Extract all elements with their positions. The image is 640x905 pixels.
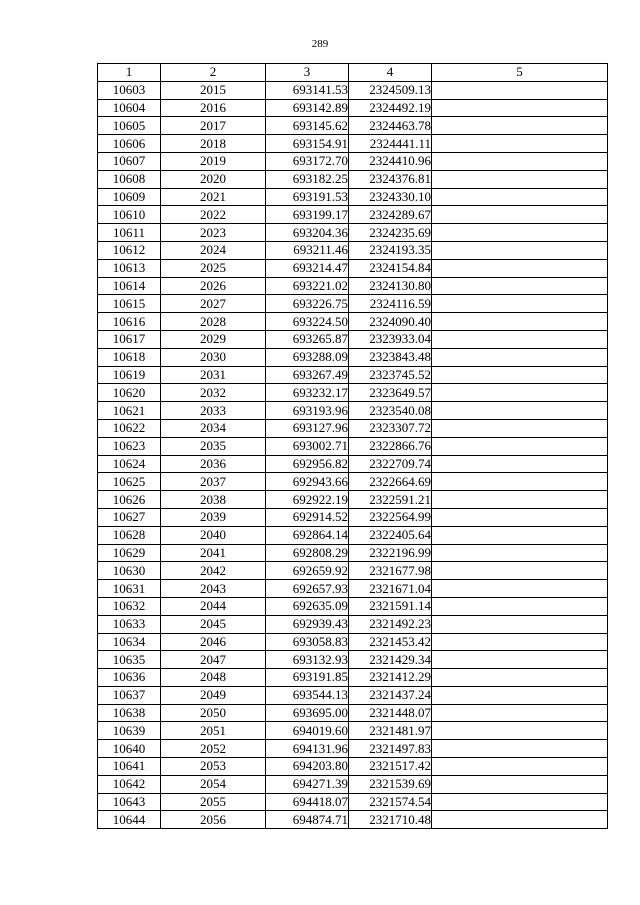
point-number-cell: 10635 (98, 651, 161, 669)
column-header-2: 2 (161, 64, 266, 82)
x-coordinate-cell: 693191.53 (266, 188, 349, 206)
sequence-cell: 2041 (161, 544, 266, 562)
table-row (98, 99, 608, 117)
point-number-cell: 10637 (98, 686, 161, 704)
sequence-cell: 2024 (161, 241, 266, 259)
y-coordinate-cell: 2324130.80 (349, 277, 432, 295)
y-coordinate-cell: 2324492.19 (349, 99, 432, 117)
sequence-cell: 2029 (161, 330, 266, 348)
point-number-cell: 10627 (98, 508, 161, 526)
table-row (98, 206, 608, 224)
table-row (98, 722, 608, 740)
note-cell (432, 562, 608, 580)
table-row (98, 793, 608, 811)
table-row (98, 686, 608, 704)
point-number-cell: 10641 (98, 758, 161, 776)
note-cell (432, 544, 608, 562)
x-coordinate-cell: 693211.46 (266, 241, 349, 259)
y-coordinate-cell: 2321517.42 (349, 758, 432, 776)
sequence-cell: 2050 (161, 704, 266, 722)
table-row (98, 313, 608, 331)
y-coordinate-cell: 2324376.81 (349, 170, 432, 188)
sequence-cell: 2034 (161, 419, 266, 437)
y-coordinate-cell: 2321710.48 (349, 811, 432, 829)
note-cell (432, 241, 608, 259)
x-coordinate-cell: 693172.70 (266, 152, 349, 170)
y-coordinate-cell: 2324116.59 (349, 295, 432, 313)
point-number-cell: 10608 (98, 170, 161, 188)
x-coordinate-cell: 692939.43 (266, 615, 349, 633)
x-coordinate-cell: 693288.09 (266, 348, 349, 366)
sequence-cell: 2037 (161, 473, 266, 491)
note-cell (432, 508, 608, 526)
sequence-cell: 2047 (161, 651, 266, 669)
sequence-cell: 2032 (161, 384, 266, 402)
y-coordinate-cell: 2321481.97 (349, 722, 432, 740)
table-row (98, 758, 608, 776)
sequence-cell: 2036 (161, 455, 266, 473)
x-coordinate-cell: 693002.71 (266, 437, 349, 455)
table-row (98, 633, 608, 651)
table-row (98, 651, 608, 669)
table-row (98, 437, 608, 455)
point-number-cell: 10615 (98, 295, 161, 313)
point-number-cell: 10621 (98, 402, 161, 420)
y-coordinate-cell: 2321453.42 (349, 633, 432, 651)
x-coordinate-cell: 693226.75 (266, 295, 349, 313)
point-number-cell: 10603 (98, 81, 161, 99)
x-coordinate-cell: 692922.19 (266, 491, 349, 509)
point-number-cell: 10623 (98, 437, 161, 455)
x-coordinate-cell: 693127.96 (266, 419, 349, 437)
point-number-cell: 10634 (98, 633, 161, 651)
x-coordinate-cell: 693267.49 (266, 366, 349, 384)
point-number-cell: 10609 (98, 188, 161, 206)
note-cell (432, 633, 608, 651)
sequence-cell: 2049 (161, 686, 266, 704)
note-cell (432, 793, 608, 811)
note-cell (432, 366, 608, 384)
x-coordinate-cell: 693154.91 (266, 135, 349, 153)
note-cell (432, 686, 608, 704)
table-row (98, 740, 608, 758)
coordinates-table (97, 63, 608, 829)
note-cell (432, 740, 608, 758)
x-coordinate-cell: 693265.87 (266, 330, 349, 348)
y-coordinate-cell: 2322564.99 (349, 508, 432, 526)
page-number: 289 (311, 38, 329, 50)
point-number-cell: 10610 (98, 206, 161, 224)
note-cell (432, 473, 608, 491)
sequence-cell: 2019 (161, 152, 266, 170)
column-header-5: 5 (432, 64, 608, 82)
point-number-cell: 10618 (98, 348, 161, 366)
sequence-cell: 2020 (161, 170, 266, 188)
note-cell (432, 811, 608, 829)
table-row (98, 170, 608, 188)
table-row (98, 188, 608, 206)
note-cell (432, 330, 608, 348)
x-coordinate-cell: 692864.14 (266, 526, 349, 544)
y-coordinate-cell: 2321497.83 (349, 740, 432, 758)
y-coordinate-cell: 2322405.64 (349, 526, 432, 544)
point-number-cell: 10630 (98, 562, 161, 580)
y-coordinate-cell: 2324289.67 (349, 206, 432, 224)
x-coordinate-cell: 694418.07 (266, 793, 349, 811)
table-row (98, 241, 608, 259)
note-cell (432, 259, 608, 277)
y-coordinate-cell: 2324509.13 (349, 81, 432, 99)
note-cell (432, 526, 608, 544)
sequence-cell: 2038 (161, 491, 266, 509)
note-cell (432, 402, 608, 420)
sequence-cell: 2018 (161, 135, 266, 153)
sequence-cell: 2022 (161, 206, 266, 224)
note-cell (432, 615, 608, 633)
note-cell (432, 384, 608, 402)
point-number-cell: 10626 (98, 491, 161, 509)
point-number-cell: 10625 (98, 473, 161, 491)
point-number-cell: 10643 (98, 793, 161, 811)
note-cell (432, 117, 608, 135)
table-body (98, 81, 608, 828)
sequence-cell: 2030 (161, 348, 266, 366)
y-coordinate-cell: 2321448.07 (349, 704, 432, 722)
note-cell (432, 758, 608, 776)
sequence-cell: 2021 (161, 188, 266, 206)
sequence-cell: 2023 (161, 224, 266, 242)
x-coordinate-cell: 693193.96 (266, 402, 349, 420)
table-row (98, 455, 608, 473)
note-cell (432, 188, 608, 206)
x-coordinate-cell: 693145.62 (266, 117, 349, 135)
note-cell (432, 81, 608, 99)
note-cell (432, 224, 608, 242)
note-cell (432, 419, 608, 437)
sequence-cell: 2026 (161, 277, 266, 295)
x-coordinate-cell: 693142.89 (266, 99, 349, 117)
y-coordinate-cell: 2321591.14 (349, 597, 432, 615)
point-number-cell: 10638 (98, 704, 161, 722)
y-coordinate-cell: 2323307.72 (349, 419, 432, 437)
y-coordinate-cell: 2324090.40 (349, 313, 432, 331)
x-coordinate-cell: 693695.00 (266, 704, 349, 722)
point-number-cell: 10611 (98, 224, 161, 242)
table-row (98, 277, 608, 295)
note-cell (432, 491, 608, 509)
note-cell (432, 597, 608, 615)
point-number-cell: 10628 (98, 526, 161, 544)
y-coordinate-cell: 2321492.23 (349, 615, 432, 633)
sequence-cell: 2045 (161, 615, 266, 633)
note-cell (432, 704, 608, 722)
point-number-cell: 10606 (98, 135, 161, 153)
sequence-cell: 2031 (161, 366, 266, 384)
sequence-cell: 2051 (161, 722, 266, 740)
x-coordinate-cell: 693214.47 (266, 259, 349, 277)
table-row (98, 419, 608, 437)
table-row (98, 473, 608, 491)
sequence-cell: 2046 (161, 633, 266, 651)
note-cell (432, 437, 608, 455)
x-coordinate-cell: 692956.82 (266, 455, 349, 473)
sequence-cell: 2056 (161, 811, 266, 829)
note-cell (432, 348, 608, 366)
x-coordinate-cell: 692808.29 (266, 544, 349, 562)
x-coordinate-cell: 693224.50 (266, 313, 349, 331)
table-row (98, 348, 608, 366)
table-row (98, 259, 608, 277)
y-coordinate-cell: 2321437.24 (349, 686, 432, 704)
x-coordinate-cell: 694874.71 (266, 811, 349, 829)
table-row (98, 562, 608, 580)
table-row (98, 402, 608, 420)
x-coordinate-cell: 693232.17 (266, 384, 349, 402)
x-coordinate-cell: 693544.13 (266, 686, 349, 704)
table-row (98, 384, 608, 402)
note-cell (432, 669, 608, 687)
column-header-4: 4 (349, 64, 432, 82)
note-cell (432, 295, 608, 313)
point-number-cell: 10629 (98, 544, 161, 562)
x-coordinate-cell: 692635.09 (266, 597, 349, 615)
point-number-cell: 10636 (98, 669, 161, 687)
sequence-cell: 2052 (161, 740, 266, 758)
note-cell (432, 135, 608, 153)
table-row (98, 135, 608, 153)
table-row (98, 669, 608, 687)
note-cell (432, 651, 608, 669)
point-number-cell: 10616 (98, 313, 161, 331)
point-number-cell: 10633 (98, 615, 161, 633)
sequence-cell: 2048 (161, 669, 266, 687)
sequence-cell: 2040 (161, 526, 266, 544)
y-coordinate-cell: 2323649.57 (349, 384, 432, 402)
point-number-cell: 10632 (98, 597, 161, 615)
y-coordinate-cell: 2324410.96 (349, 152, 432, 170)
y-coordinate-cell: 2323843.48 (349, 348, 432, 366)
y-coordinate-cell: 2321412.29 (349, 669, 432, 687)
y-coordinate-cell: 2324463.78 (349, 117, 432, 135)
sequence-cell: 2025 (161, 259, 266, 277)
x-coordinate-cell: 693221.02 (266, 277, 349, 295)
sequence-cell: 2028 (161, 313, 266, 331)
y-coordinate-cell: 2322866.76 (349, 437, 432, 455)
table-row (98, 544, 608, 562)
table-row (98, 811, 608, 829)
point-number-cell: 10613 (98, 259, 161, 277)
column-header-3: 3 (266, 64, 349, 82)
y-coordinate-cell: 2324154.84 (349, 259, 432, 277)
x-coordinate-cell: 693182.25 (266, 170, 349, 188)
table-row (98, 224, 608, 242)
table-row (98, 366, 608, 384)
table-row (98, 330, 608, 348)
sequence-cell: 2039 (161, 508, 266, 526)
x-coordinate-cell: 693199.17 (266, 206, 349, 224)
x-coordinate-cell: 692659.92 (266, 562, 349, 580)
x-coordinate-cell: 694131.96 (266, 740, 349, 758)
point-number-cell: 10604 (98, 99, 161, 117)
y-coordinate-cell: 2322709.74 (349, 455, 432, 473)
sequence-cell: 2017 (161, 117, 266, 135)
point-number-cell: 10631 (98, 580, 161, 598)
sequence-cell: 2042 (161, 562, 266, 580)
y-coordinate-cell: 2321574.54 (349, 793, 432, 811)
note-cell (432, 580, 608, 598)
y-coordinate-cell: 2324193.35 (349, 241, 432, 259)
x-coordinate-cell: 693058.83 (266, 633, 349, 651)
table-row (98, 152, 608, 170)
sequence-cell: 2043 (161, 580, 266, 598)
point-number-cell: 10639 (98, 722, 161, 740)
x-coordinate-cell: 692914.52 (266, 508, 349, 526)
sequence-cell: 2055 (161, 793, 266, 811)
y-coordinate-cell: 2323933.04 (349, 330, 432, 348)
point-number-cell: 10619 (98, 366, 161, 384)
y-coordinate-cell: 2321677.98 (349, 562, 432, 580)
note-cell (432, 775, 608, 793)
note-cell (432, 206, 608, 224)
y-coordinate-cell: 2322664.69 (349, 473, 432, 491)
y-coordinate-cell: 2321671.04 (349, 580, 432, 598)
point-number-cell: 10614 (98, 277, 161, 295)
y-coordinate-cell: 2324330.10 (349, 188, 432, 206)
x-coordinate-cell: 694271.39 (266, 775, 349, 793)
table-row (98, 526, 608, 544)
x-coordinate-cell: 694203.80 (266, 758, 349, 776)
table-row (98, 775, 608, 793)
table-row (98, 508, 608, 526)
point-number-cell: 10644 (98, 811, 161, 829)
x-coordinate-cell: 693191.85 (266, 669, 349, 687)
point-number-cell: 10607 (98, 152, 161, 170)
sequence-cell: 2044 (161, 597, 266, 615)
note-cell (432, 277, 608, 295)
x-coordinate-cell: 693204.36 (266, 224, 349, 242)
y-coordinate-cell: 2323540.08 (349, 402, 432, 420)
y-coordinate-cell: 2323745.52 (349, 366, 432, 384)
note-cell (432, 722, 608, 740)
y-coordinate-cell: 2321539.69 (349, 775, 432, 793)
point-number-cell: 10642 (98, 775, 161, 793)
table-row (98, 580, 608, 598)
sequence-cell: 2035 (161, 437, 266, 455)
y-coordinate-cell: 2322196.99 (349, 544, 432, 562)
table-row (98, 597, 608, 615)
table-row (98, 81, 608, 99)
sequence-cell: 2027 (161, 295, 266, 313)
point-number-cell: 10617 (98, 330, 161, 348)
column-header-1: 1 (98, 64, 161, 82)
sequence-cell: 2054 (161, 775, 266, 793)
table-row (98, 491, 608, 509)
note-cell (432, 170, 608, 188)
y-coordinate-cell: 2324441.11 (349, 135, 432, 153)
table-row (98, 615, 608, 633)
point-number-cell: 10605 (98, 117, 161, 135)
y-coordinate-cell: 2322591.21 (349, 491, 432, 509)
point-number-cell: 10622 (98, 419, 161, 437)
point-number-cell: 10620 (98, 384, 161, 402)
x-coordinate-cell: 693132.93 (266, 651, 349, 669)
point-number-cell: 10612 (98, 241, 161, 259)
table-row (98, 117, 608, 135)
note-cell (432, 313, 608, 331)
table-row (98, 704, 608, 722)
sequence-cell: 2053 (161, 758, 266, 776)
x-coordinate-cell: 692943.66 (266, 473, 349, 491)
y-coordinate-cell: 2321429.34 (349, 651, 432, 669)
y-coordinate-cell: 2324235.69 (349, 224, 432, 242)
point-number-cell: 10624 (98, 455, 161, 473)
x-coordinate-cell: 692657.93 (266, 580, 349, 598)
note-cell (432, 455, 608, 473)
x-coordinate-cell: 693141.53 (266, 81, 349, 99)
sequence-cell: 2015 (161, 81, 266, 99)
table-header-row (98, 64, 608, 82)
note-cell (432, 99, 608, 117)
sequence-cell: 2016 (161, 99, 266, 117)
table-row (98, 295, 608, 313)
sequence-cell: 2033 (161, 402, 266, 420)
note-cell (432, 152, 608, 170)
x-coordinate-cell: 694019.60 (266, 722, 349, 740)
point-number-cell: 10640 (98, 740, 161, 758)
